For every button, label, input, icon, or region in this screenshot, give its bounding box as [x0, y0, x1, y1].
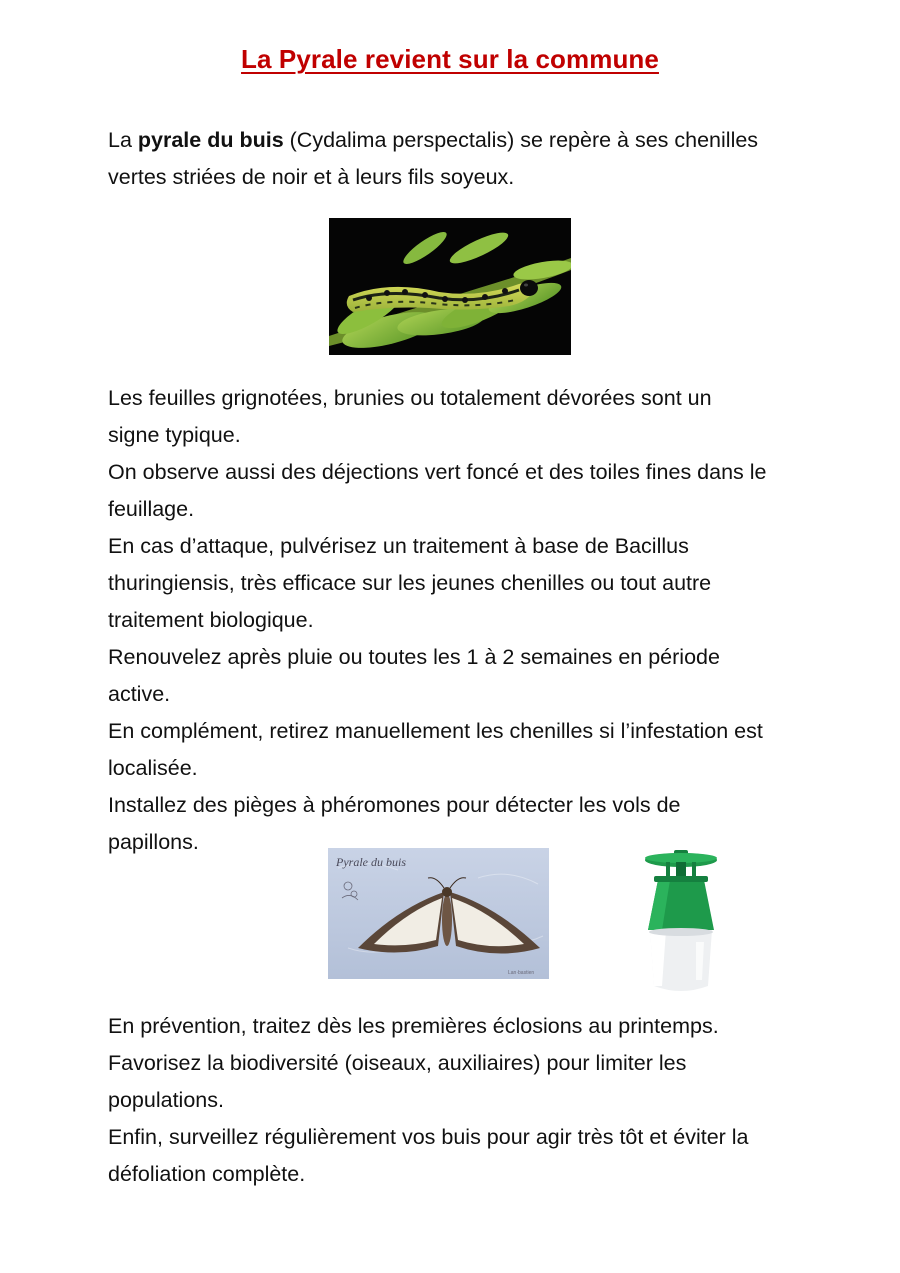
intro-line-1: La pyrale du buis (Cydalima perspectalis) se repère à ses chenilles [108, 128, 759, 152]
closing-line: Favorisez la biodiversité (oiseaux, auxiliaires) pour limiter les [108, 1051, 687, 1075]
body-line: En complément, retirez manuellement les chenilles si l’infestation est [108, 719, 763, 743]
body-paragraph [108, 380, 808, 861]
body-line: Installez des pièges à phéromones pour détecter les vols de [108, 793, 681, 817]
body-line: thuringiensis, très efficace sur les jeunes chenilles ou tout autre [108, 571, 712, 595]
intro-line-2: vertes striées de noir et à leurs fils soyeux. [108, 165, 515, 189]
closing-line: défoliation complète. [108, 1162, 306, 1186]
page-title: La Pyrale revient sur la commune [241, 44, 659, 74]
closing-line: Enfin, surveillez régulièrement vos buis pour agir très tôt et éviter la [108, 1125, 749, 1149]
moth-caption: Pyrale du buis [336, 855, 406, 869]
closing-line: populations. [108, 1088, 224, 1112]
body-line: Renouvelez après pluie ou toutes les 1 à 2 semaines en période [108, 645, 720, 669]
svg-text:Lan·bastien: Lan·bastien [508, 970, 535, 976]
pheromone-trap-photo [636, 846, 726, 996]
body-line: papillons. [108, 830, 199, 854]
moth-photo [328, 848, 549, 979]
body-line: En cas d’attaque, pulvérisez un traitement à base de Bacillus [108, 534, 689, 558]
closing-line: En prévention, traitez dès les premières éclosions au printemps. [108, 1014, 719, 1038]
caterpillar-photo [329, 218, 571, 355]
body-line: traitement biologique. [108, 608, 314, 632]
body-line: signe typique. [108, 423, 241, 447]
intro-paragraph [108, 122, 808, 196]
body-line: feuillage. [108, 497, 195, 521]
body-line: active. [108, 682, 171, 706]
intro-bold-term: pyrale du buis [137, 128, 284, 152]
body-line: Les feuilles grignotées, brunies ou totalement dévorées sont un [108, 386, 712, 410]
body-line: localisée. [108, 756, 198, 780]
closing-paragraph [108, 1008, 808, 1193]
body-line: On observe aussi des déjections vert foncé et des toiles fines dans le [108, 460, 767, 484]
